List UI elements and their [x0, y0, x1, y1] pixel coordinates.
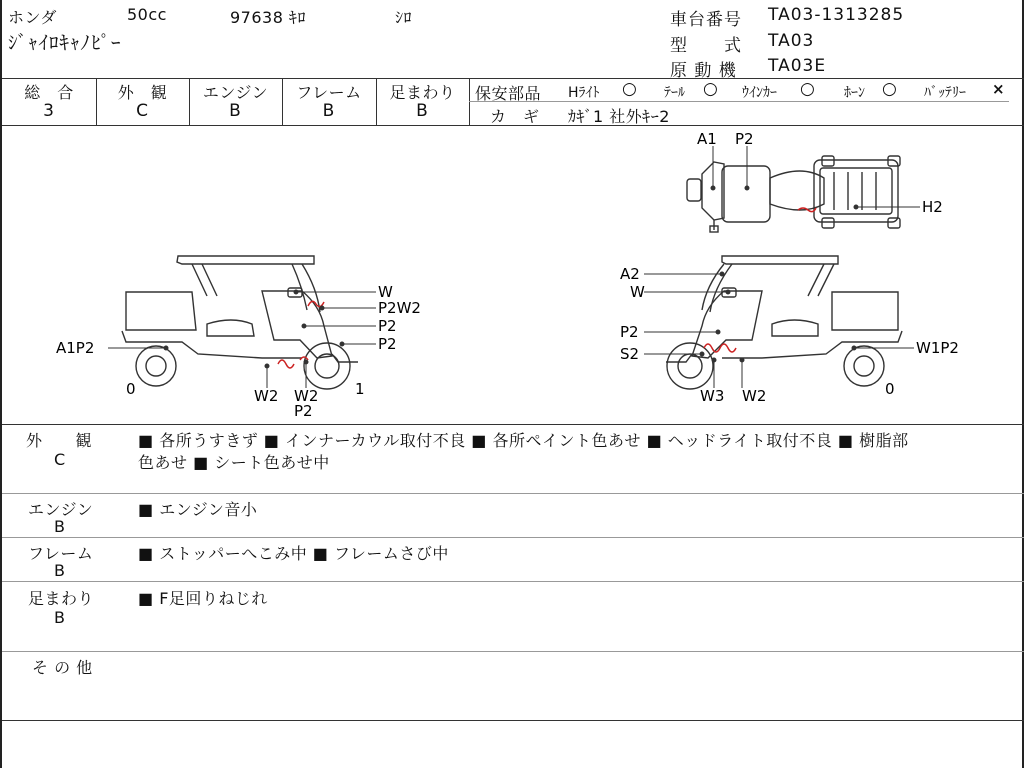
remark-exterior-category: 外 観	[26, 431, 93, 450]
safety-mark-winker: ○	[800, 79, 815, 99]
remark-frame-text: ■ ストッパーへこみ中 ■ フレームさび中	[138, 544, 449, 563]
remark-other-category: そ の 他	[32, 658, 93, 677]
divider	[2, 581, 1024, 582]
grade-frame-label: フレーム	[296, 83, 362, 102]
grade-total-label: 総 合	[24, 83, 74, 102]
key-label: カ ギ	[490, 107, 540, 126]
remark-engine-text: ■ エンジン音小	[138, 500, 258, 519]
grade-engine-label: エンジン	[202, 83, 269, 102]
label-p2-right: P2	[620, 323, 639, 341]
displacement: 50cc	[127, 5, 167, 24]
remark-frame-grade: B	[54, 561, 66, 580]
scooter-right-view	[666, 256, 902, 389]
divider	[2, 78, 1024, 79]
label-s2-right: S2	[620, 345, 640, 363]
damage-diagram	[2, 126, 1022, 424]
safety-mark-tail: ○	[703, 79, 718, 99]
safety-item-headlight: Hﾗｲﾄ	[568, 85, 600, 101]
safety-item-horn: ﾎｰﾝ	[844, 85, 865, 101]
color: ｼﾛ	[395, 8, 413, 27]
safety-label: 保安部品	[475, 84, 542, 103]
label-p2b-left: P2	[378, 335, 397, 353]
mileage: 97638 ｷﾛ	[230, 8, 306, 27]
safety-mark-headlight: ○	[622, 79, 637, 99]
remark-engine-grade: B	[54, 517, 66, 536]
maker: ホンダ	[8, 8, 57, 27]
engine-value: TA03E	[768, 56, 827, 76]
label-a2-right: A2	[620, 265, 640, 283]
frame-no-label: 車台番号	[670, 10, 742, 30]
remark-suspension-text: ■ F足回りねじれ	[138, 589, 268, 608]
label-p2-top: P2	[735, 130, 754, 148]
label-zero-right: 0	[885, 380, 895, 398]
label-w2-right: W2	[742, 387, 767, 405]
remark-suspension-grade: B	[54, 608, 66, 627]
frame-no: TA03-1313285	[768, 5, 905, 25]
remark-engine-category: エンジン	[28, 500, 94, 519]
label-w-left: W	[378, 283, 393, 301]
label-h2-top: H2	[922, 198, 943, 216]
model-name: ｼﾞｬｲﾛｷｬﾉﾋﾟｰ	[8, 32, 122, 54]
grade-suspension-value: B	[416, 101, 429, 121]
label-w1p2-right: W1P2	[916, 339, 959, 357]
scooter-left-view	[122, 256, 358, 389]
remark-exterior-text-2: 色あせ ■ シート色あせ中	[138, 453, 330, 472]
divider	[2, 720, 1024, 721]
type-label: 型 式	[670, 36, 742, 56]
grade-engine-value: B	[229, 101, 242, 121]
label-p2w2-left: P2W2	[378, 299, 421, 317]
safety-item-winker: ｳｲﾝｶｰ	[742, 85, 777, 101]
label-p2c-left: P2	[294, 402, 313, 420]
grade-exterior-label: 外 観	[117, 83, 168, 102]
label-w3-right: W3	[700, 387, 725, 405]
type-value: TA03	[768, 31, 815, 51]
remark-frame-category: フレーム	[28, 544, 94, 563]
engine-label: 原 動 機	[670, 61, 737, 81]
grade-frame-value: B	[322, 101, 336, 121]
remark-suspension-category: 足まわり	[28, 589, 95, 608]
remark-exterior-grade: C	[54, 450, 66, 469]
key-value: ｶｷﾞ1 社外ｷｰ2	[568, 107, 670, 126]
divider	[2, 537, 1024, 538]
label-p2a-left: P2	[378, 317, 397, 335]
scooter-top-view	[687, 156, 900, 232]
safety-mark-horn: ○	[882, 79, 897, 99]
label-zero-left: 0	[126, 380, 136, 398]
divider	[2, 651, 1024, 652]
label-a1-top: A1	[697, 130, 717, 148]
label-w2b-left: W2	[294, 387, 319, 405]
grade-suspension-label: 足まわり	[389, 83, 456, 102]
safety-mark-battery: ×	[992, 80, 1005, 98]
divider	[2, 424, 1024, 425]
label-w-right: W	[630, 283, 645, 301]
label-a1p2-left: A1P2	[56, 339, 95, 357]
grade-total-value: 3	[43, 101, 55, 121]
top-view-leaders	[711, 146, 920, 209]
divider	[2, 493, 1024, 494]
remark-exterior-text: ■ 各所うすきず ■ インナーカウル取付不良 ■ 各所ペイント色あせ ■ ヘッドライト取付不良 ■ 樹脂部	[138, 431, 909, 450]
grade-exterior-value: C	[136, 101, 149, 121]
safety-item-battery: ﾊﾞｯﾃﾘｰ	[924, 85, 966, 101]
safety-item-tail: ﾃｰﾙ	[664, 85, 685, 101]
label-one-left: 1	[355, 380, 365, 398]
label-w2a-left: W2	[254, 387, 279, 405]
